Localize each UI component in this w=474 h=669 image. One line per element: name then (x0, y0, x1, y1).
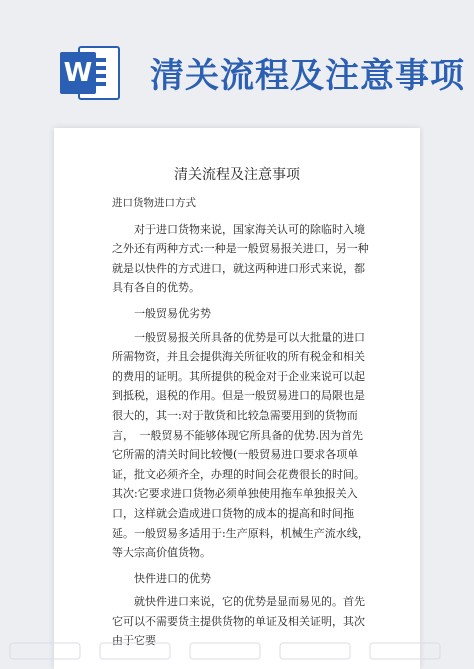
document-title: 清关流程及注意事项 (174, 167, 300, 183)
banner-title: 清关流程及注意事项 (150, 56, 465, 96)
section-heading: 快件进口的优势 (134, 571, 211, 585)
document-body (112, 190, 372, 651)
paragraph: 就快件进口来说，它的优势是显而易见的。首先它可以不需要货主提供货物的单证及相关证明，其次由于它要 (112, 595, 365, 648)
paragraph: 对于进口货物来说，国家海关认可的除临时入境之外还有两种方式:一种是一般贸易报关进口，另一种就是以快件的方式进口，就这两种进口形式来说，都具有各自的优势。 (112, 222, 369, 295)
banner (0, 0, 474, 118)
document-page (54, 128, 420, 669)
section-subtitle: 进口货物进口方式 (112, 197, 196, 209)
word-logo-icon (60, 42, 126, 102)
paragraph: 一般贸易报关所具备的优势是可以大批量的进口所需物资，并且会提供海关所征收的所有税金和相关的费用的证明。其所提供的税金对于企业来说可以起到抵税，退税的作用。但是一般贸易进口的局限也是很大的，其一:对于散货和比较急需要用到的货物而言， 一般贸易不能够体现它所具备的优势.因为首先它所需的清关时间比较慢(一般贸易进口要求各项单证，批文必须齐全，办理的时间会花费很长的时间。其次:它要求进口货物必须单独使用拖车单独报关入口，这样就会造成进口货物的成本的提高和时间拖延。一般贸易多适用于:生产原料，机械生产流水线，等大宗高价值货物。 (112, 330, 369, 560)
word-badge: W (60, 52, 96, 94)
section-heading: 一般贸易优劣势 (134, 306, 211, 320)
